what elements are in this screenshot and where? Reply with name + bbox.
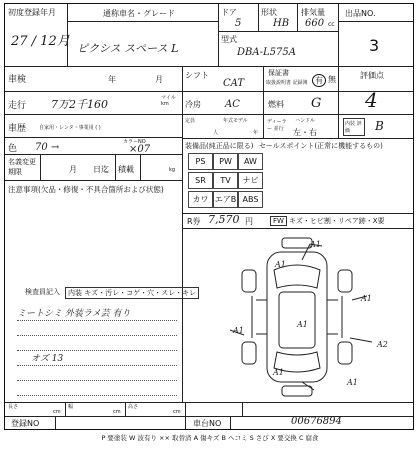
model-label: 型式 [221, 35, 237, 44]
color-label: 色 [8, 144, 18, 154]
loading-label: 積載 [118, 165, 134, 174]
recycle-label: R券 [187, 217, 201, 226]
inspection-month-label: 月 [155, 75, 163, 84]
car-name-label: 通称車名・グレード [103, 9, 175, 18]
damage-mark-a1-rear: A1 [347, 378, 358, 387]
car-outline [182, 230, 413, 402]
chassis-label: 車台NO [193, 419, 222, 428]
model-value: DBA-L575A [237, 47, 296, 58]
color-value: 70 → [35, 142, 60, 153]
fuel-value: G [311, 96, 322, 111]
interior-value: B [375, 119, 384, 133]
chassis-value: 00676894 [291, 416, 342, 427]
dealer-label: ディーラー 並行 [267, 119, 287, 132]
warranty-yes: 有 [312, 74, 326, 87]
equipment-item: ナビ [238, 172, 263, 189]
seats-label: 定員 [185, 118, 196, 124]
seats-unit: 人 [213, 130, 219, 136]
height-label: 高さ [128, 404, 139, 410]
color-no-value: ×07 [129, 144, 151, 155]
fw-items: キズ・ヒビ割・リペア跡・X要 [289, 217, 385, 225]
inspector-note-2: オズ 13 [31, 354, 64, 364]
damage-legend: P 要塗装 W 波有り ×× 取替済 A 傷キズ B ヘコミ S さび X 要交換 C 腐食 [101, 434, 319, 442]
recycle-unit: 円 [245, 217, 253, 226]
score-value: 4 [365, 88, 378, 112]
ac-label: 冷房 [185, 100, 201, 109]
shape-label: 形状 [261, 8, 277, 17]
sales-point-label: セールスポイント(正常に機能するもの) [259, 142, 383, 150]
inspector-note-1: ミートシミ 外装ラメ芸 有り [17, 309, 131, 319]
equipment-item: ABS [238, 191, 263, 208]
equipment-item: AW [238, 153, 263, 170]
inspection-year-label: 年 [108, 75, 116, 84]
name-change-day: 日迄 [93, 165, 109, 174]
name-change-label: 名義変更 期限 [8, 158, 36, 176]
registration-label: 登録NO [11, 419, 40, 428]
loading-unit: kg [169, 167, 176, 173]
length-unit: cm [53, 409, 61, 415]
doors-value: 5 [235, 18, 242, 29]
color-no-label: カラーNO [123, 139, 146, 145]
history-options: 自家用・レンタ・事業用 ( ) [39, 125, 101, 131]
width-unit: cm [113, 409, 121, 415]
car-name-value: ピクシス スペース L [77, 42, 179, 55]
warranty-label: 保証書 [268, 69, 289, 77]
damage-mark-a1-front-left: A1 [275, 260, 286, 269]
equipment-item: エアB [213, 191, 238, 208]
mileage-value: 7万2千160 [51, 98, 108, 111]
equipment-item: TV [213, 172, 238, 189]
equipment-item: PW [213, 153, 238, 170]
history-label: 車歴 [8, 124, 27, 134]
recycle-value: 7,570 [208, 213, 240, 226]
damage-mark-a1-front: A1 [310, 240, 321, 249]
damage-mark-a1-left: A1 [233, 326, 244, 335]
displacement-unit: cc [328, 21, 335, 28]
equipment-title: 装備品(純正品に限る) [185, 142, 254, 150]
displacement-label: 排気量 [301, 8, 325, 17]
shift-value: CAT [223, 78, 244, 89]
equipment-item: カワ [188, 191, 213, 208]
damage-mark-a2-right-rear: A2 [377, 340, 388, 349]
damage-mark-a1-right-front: A1 [361, 294, 372, 303]
interior-label: 内装 評価 [343, 118, 365, 136]
inspector-label: 検査員記入 [25, 288, 60, 296]
length-label: 長さ [8, 404, 19, 410]
ac-value: AC [225, 99, 240, 110]
width-label: 幅 [68, 404, 74, 410]
lot-label: 出品NO. [345, 9, 376, 18]
model-year-unit: 年 [253, 130, 259, 136]
lot-value: 3 [369, 36, 380, 55]
handle-label: ハンドル [295, 118, 316, 124]
inspection-label: 車検 [8, 75, 27, 85]
displacement-value: 660 [305, 18, 325, 29]
mileage-label: 走行 [8, 101, 27, 111]
fw-label: FW [270, 216, 287, 226]
warranty-no: 無 [328, 75, 336, 84]
mileage-unit: マイル km [161, 95, 176, 107]
height-unit: cm [173, 409, 181, 415]
shape-value: HB [273, 18, 290, 29]
first-registration-label: 初度登録年月 [8, 8, 56, 17]
inspector-categories: 内装 キズ・汚レ・コゲ・穴・スレ・キレ [65, 287, 199, 299]
name-change-month: 月 [69, 165, 77, 174]
shift-label: シフト [185, 71, 209, 80]
equipment-item: PS [188, 153, 213, 170]
damage-mark-a1-roof: A1 [297, 320, 308, 329]
warranty-sub: 取扱説明書 記録簿 [266, 80, 308, 86]
damage-mark-a1-rear-left: A1 [273, 368, 284, 377]
auction-sheet [4, 3, 414, 430]
model-year-label: 年式モデル [223, 118, 248, 124]
doors-label: ドア [221, 8, 237, 17]
notes-label: 注意事項(欠品・修復・不具合箇所および状態) [8, 185, 164, 194]
first-registration-value: 27 / 12月 [11, 34, 70, 49]
handle-value: 左・右 [293, 128, 317, 137]
fuel-label: 燃料 [268, 100, 284, 109]
score-label: 評価点 [360, 71, 384, 80]
equipment-item: SR [188, 172, 213, 189]
